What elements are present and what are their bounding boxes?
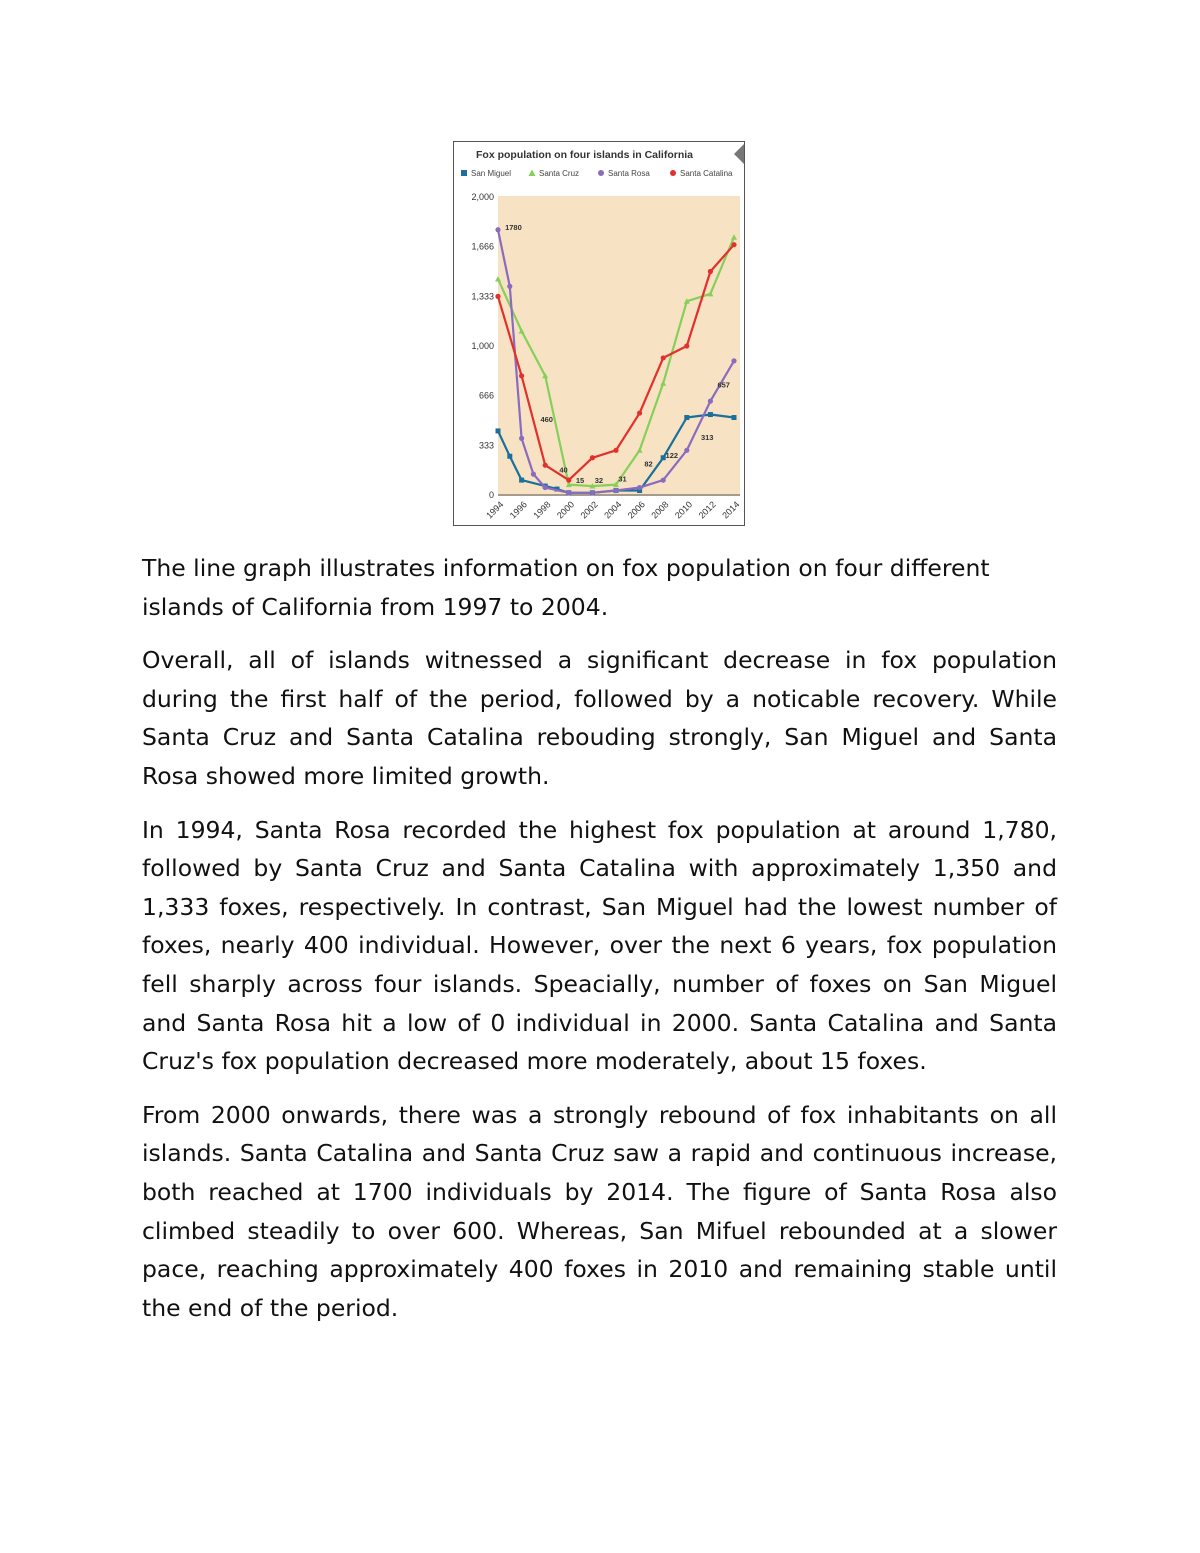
data-point (637, 485, 642, 490)
data-point (661, 478, 666, 483)
data-label: 1780 (505, 222, 522, 232)
x-tick-label: 2002 (578, 499, 600, 521)
x-tick-label: 1996 (507, 499, 530, 521)
data-point (613, 488, 618, 493)
paragraph-intro: The line graph illustrates information on fox population on four different islands of California from 1997 to 2004. (142, 554, 990, 621)
data-point (543, 463, 548, 468)
data-point (519, 436, 524, 441)
data-point (495, 294, 500, 299)
legend-label: Santa Rosa (608, 169, 650, 178)
x-axis (484, 499, 741, 520)
data-point (519, 478, 524, 483)
data-label: 460 (540, 414, 553, 424)
paragraph-details-1994: In 1994, Santa Rosa recorded the highest fox population at around 1,780, followed by Santa Cruz and Santa Catalina with approximately 1,350 and 1,333 foxes, respectively. In contrast, San Miguel had the lowest number of foxes, nearly 400 individual. However, over the next 6 years, fox population fell sharply across four islands. Speacially, number of foxes on San Miguel and Santa Rosa hit a low of 0 individual in 2000. Santa Catalina and Santa Cruz's fox population decreased more moderately, about 15 foxes. (142, 815, 1057, 1076)
fox-population-chart (454, 142, 746, 527)
data-label: 122 (665, 450, 679, 460)
data-point (543, 485, 548, 490)
data-point (519, 373, 524, 378)
y-tick-label: 1,666 (471, 241, 494, 252)
data-label: 657 (717, 380, 730, 390)
x-tick-label: 2014 (720, 499, 742, 521)
chart-image (453, 141, 745, 526)
x-tick-label: 1998 (531, 499, 553, 521)
data-label: 32 (594, 476, 604, 486)
data-point (684, 415, 689, 420)
paragraph-overview: Overall, all of islands witnessed a significant decrease in fox population during the first half of the period, followed by a noticable recovery. While Santa Cruz and Santa Catalina rebouding strongly, San Miguel and Santa Rosa showed more limited growth. (142, 646, 1057, 790)
data-point (507, 284, 512, 289)
chart-title: Fox population on four islands in California (476, 149, 693, 161)
data-point (708, 412, 713, 417)
data-point (732, 415, 737, 420)
plot-background (498, 196, 740, 496)
y-tick-label: 666 (478, 390, 494, 401)
data-point (731, 358, 736, 363)
legend-marker (529, 170, 536, 177)
y-tick-label: 2,000 (471, 192, 494, 202)
data-point (731, 242, 736, 247)
data-point (684, 448, 689, 453)
legend (461, 169, 733, 178)
data-label: 40 (559, 465, 568, 475)
data-label: 15 (575, 476, 585, 486)
x-tick-label: 2006 (625, 499, 648, 521)
data-point (708, 399, 713, 404)
data-point (684, 343, 689, 348)
x-tick-label: 2010 (672, 499, 695, 521)
y-tick-label: 1,000 (471, 341, 494, 351)
legend-marker (598, 170, 604, 176)
data-point (637, 410, 642, 415)
data-point (566, 490, 571, 495)
article-body (142, 549, 1057, 1342)
y-tick-label: 0 (488, 490, 494, 500)
data-point (708, 269, 713, 274)
data-point (496, 428, 501, 433)
x-tick-label: 2008 (649, 499, 671, 521)
data-point (566, 478, 571, 483)
legend-label: Santa Cruz (539, 169, 580, 178)
data-point (613, 448, 618, 453)
legend-marker (461, 170, 467, 176)
scroll-arrow-icon[interactable] (734, 144, 744, 164)
x-tick-label: 2004 (602, 499, 624, 521)
data-label: 82 (644, 459, 653, 469)
legend-label: San Miguel (471, 169, 512, 178)
data-point (495, 227, 500, 232)
data-point (590, 455, 595, 460)
data-point (661, 355, 666, 360)
x-tick-label: 2012 (696, 499, 718, 521)
data-point (590, 490, 595, 495)
data-point (507, 454, 512, 459)
data-label: 313 (700, 432, 714, 442)
paragraph-details-2000-onwards: From 2000 onwards, there was a strongly rebound of fox inhabitants on all islands. Santa Catalina and Santa Cruz saw a rapid and continuous increase, both reached at 1700 individuals by 2014. The figure of Santa Rosa also climbed steadily to over 600. Whereas, San Mifuel rebounded at a slower pace, reaching approximately 400 foxes in 2010 and remaining stable until the end of the period. (142, 1100, 1057, 1322)
y-tick-label: 333 (478, 440, 494, 451)
legend-marker (670, 170, 676, 176)
x-tick-label: 1994 (484, 499, 506, 521)
data-label: 31 (618, 474, 627, 484)
data-point (531, 472, 536, 477)
x-tick-label: 2000 (554, 499, 577, 521)
y-tick-label: 1,333 (471, 291, 494, 302)
legend-label: Santa Catalina (680, 169, 733, 178)
